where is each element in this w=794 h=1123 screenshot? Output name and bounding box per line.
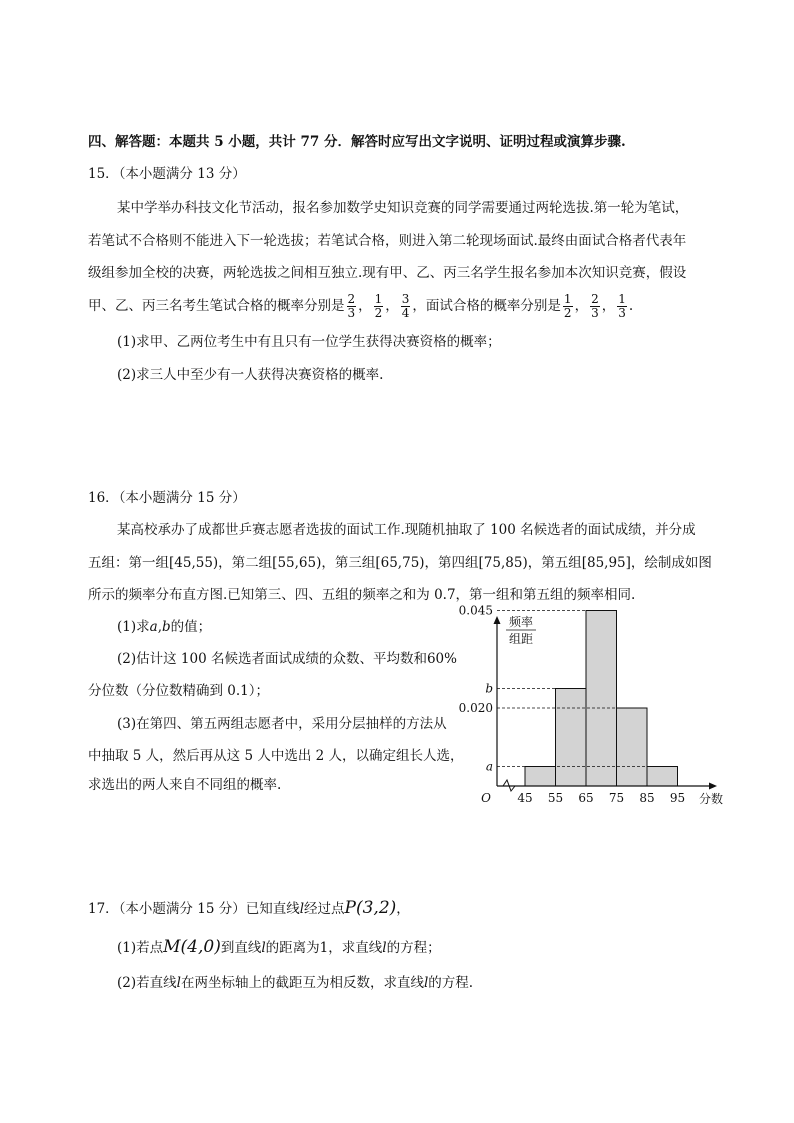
q17-heading: 17．（本小题满分 15 分）已知直线l经过点P(3,2)， xyxy=(88,898,410,918)
q16-sub2-line2: 分位数（分位数精确到 0.1）； xyxy=(88,683,270,699)
q15-paragraph-line4: 甲、乙、丙三名考生笔试合格的概率分别是 $\frac{2}{3}$ ， $\frac{1}{2}$ ， $\frac{3}{4}$ ，面试合格的概率分别是 $\frac{1}{2}$ ， $\frac{2}{3}$ ， $\frac{1}{3}$ . xyxy=(88,292,634,320)
q15-paragraph-line3: 级组参加全校的决赛，两轮选拔之间相互独立.现有甲、乙、丙三名学生报名参加本次知识竞赛，假设 xyxy=(88,265,687,281)
var-a: a xyxy=(149,619,158,635)
q17-sub2: (2)若直线l在两坐标轴上的截距互为相反数，求直线l的方程. xyxy=(117,975,474,991)
section-header: 四、解答题：本题共 5 小题，共计 77 分．解答时应写出文字说明、证明过程或演算步骤. xyxy=(88,134,626,150)
q16-score: （本小题满分 15 分） xyxy=(118,490,246,506)
x-tick-label-85: 85 xyxy=(639,791,655,805)
q15-paragraph-line2: 若笔试不合格则不能进入下一轮选拔；若笔试合格，则进入第二轮现场面试.最终由面试合格者代表年 xyxy=(88,233,687,249)
q15-sub2: (2)求三人中至少有一人获得决赛资格的概率. xyxy=(117,367,384,383)
y-tick-label-1: 0.020 xyxy=(458,701,493,715)
q17-score: （本小题满分 15 分） xyxy=(118,901,246,917)
x-tick-label-45: 45 xyxy=(517,791,533,805)
q17-sub1: (1)若点M(4,0)到直线l的距离为1，求直线l的方程； xyxy=(117,937,441,957)
q16-sub3-line3: 求选出的两人来自不同组的概率. xyxy=(88,777,282,793)
q15-paragraph-line1: 某中学举办科技文化节活动，报名参加数学史知识竞赛的同学需要通过两轮选拔.第一轮为笔试， xyxy=(117,200,689,216)
q16-number: 16． xyxy=(88,490,119,506)
fraction-2-3: $\frac{2}{3}$ xyxy=(347,292,356,320)
q15-number: 15． xyxy=(88,166,119,182)
var-b: b xyxy=(161,619,171,635)
q15-sub1: (1)求甲、乙两位考生中有且只有一位学生获得决赛资格的概率； xyxy=(117,334,501,350)
histogram-bar-85-95 xyxy=(647,767,678,787)
q15-score: （本小题满分 13 分） xyxy=(118,166,246,182)
fraction-1-2: $\frac{1}{2}$ xyxy=(563,292,572,320)
y-tick-label-0: a xyxy=(485,759,493,774)
y-axis-label-numerator: 频率 xyxy=(508,615,534,629)
fraction-1-3: $\frac{1}{3}$ xyxy=(618,292,626,320)
var-l: l xyxy=(176,975,181,991)
histogram-bar-45-55 xyxy=(525,767,556,787)
frequency-histogram xyxy=(455,603,725,812)
q16-sub3-line2: 中抽取 5 人，然后再从这 5 人中选出 2 人，以确定组长人选， xyxy=(88,748,464,764)
var-l: l xyxy=(261,940,266,956)
y-axis-label-denominator: 组距 xyxy=(508,632,534,646)
histogram-bar-65-75 xyxy=(586,611,617,787)
y-axis-arrow-icon xyxy=(494,616,501,624)
histogram-bar-55-65 xyxy=(556,689,587,787)
q15-written-text: 甲、乙、丙三名考生笔试合格的概率分别是 xyxy=(88,298,345,314)
fraction-1-2: $\frac{1}{2}$ xyxy=(374,292,383,320)
var-l: l xyxy=(382,940,387,956)
x-axis-arrow-icon xyxy=(709,783,717,790)
origin-label: O xyxy=(481,791,491,805)
x-tick-label-75: 75 xyxy=(608,791,625,805)
q15-heading xyxy=(88,164,246,184)
q17-number: 17． xyxy=(88,901,119,917)
point-m: M(4,0) xyxy=(163,937,221,957)
histogram-bar-75-85 xyxy=(617,708,648,786)
q16-heading xyxy=(88,488,246,508)
point-p: P(3,2) xyxy=(344,898,397,918)
x-tick-label-65: 65 xyxy=(578,791,594,805)
var-l: l xyxy=(423,975,429,991)
q15-interview-text: ，面试合格的概率分别是 xyxy=(412,298,561,314)
y-tick-label-2: b xyxy=(485,681,493,696)
y-tick-label-3: 0.045 xyxy=(458,603,493,618)
q16-paragraph-line2: 五组：第一组[45,55)，第二组[55,65)，第三组[65,75)，第四组[75,85)，第五组[85,95]，绘制成如图 xyxy=(88,555,712,571)
x-tick-label-55: 55 xyxy=(547,791,564,805)
fraction-2-3: $\frac{2}{3}$ xyxy=(591,292,599,320)
q16-sub2-line1: (2)估计这 100 名候选者面试成绩的众数、平均数和60% xyxy=(117,651,457,667)
x-tick-label-95: 95 xyxy=(669,791,686,805)
q16-paragraph-line3: 所示的频率分布直方图.已知第三、四、五组的频率之和为 0.7，第一组和第五组的频率相同. xyxy=(88,587,636,603)
fraction-3-4: $\frac{3}{4}$ xyxy=(401,292,410,320)
var-l: l xyxy=(299,901,305,917)
q16-sub1: (1)求a,b的值； xyxy=(117,619,212,635)
q16-paragraph-line1: 某高校承办了成都世乒赛志愿者选拔的面试工作.现随机抽取了 100 名候选者的面试成绩，并分成 xyxy=(117,522,696,538)
x-axis-label: 分数 xyxy=(699,792,724,806)
q16-sub3-line1: (3)在第四、第五两组志愿者中，采用分层抽样的方法从 xyxy=(117,716,447,732)
